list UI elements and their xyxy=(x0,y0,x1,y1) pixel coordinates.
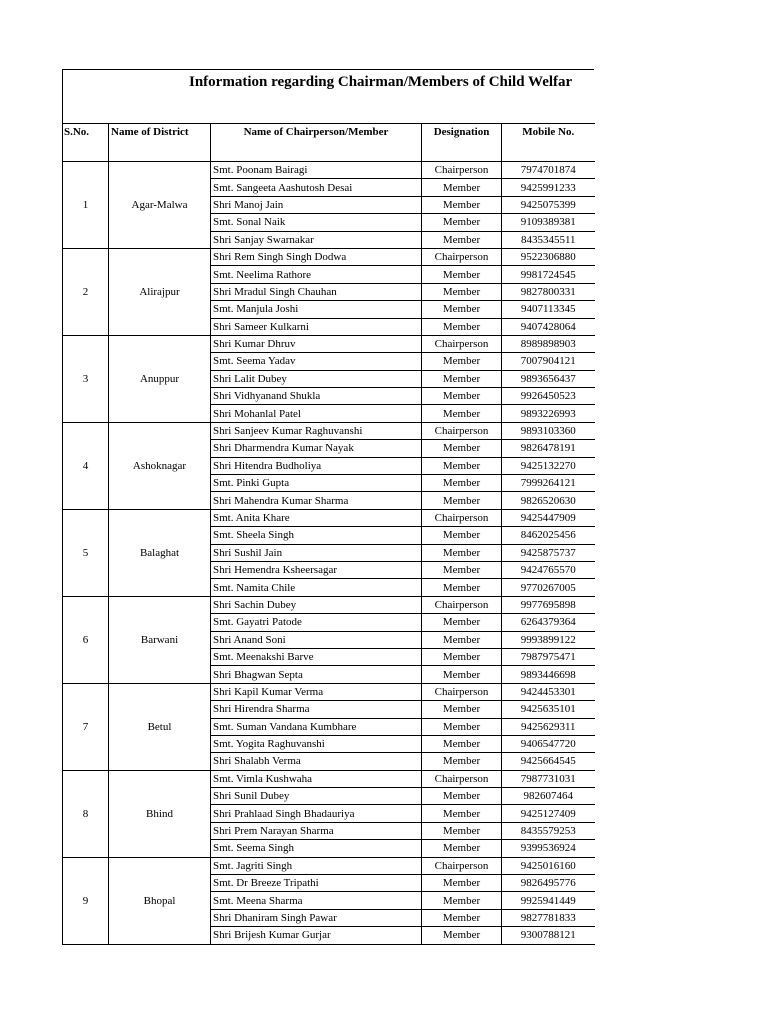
cell-sno: 1 xyxy=(63,162,109,249)
cell-designation: Member xyxy=(422,405,502,422)
cell-member-name: Shri Prahlaad Singh Bhadauriya xyxy=(211,805,422,822)
cell-mobile: 6264379364 xyxy=(502,614,595,631)
cell-member-name: Shri Hitendra Budholiya xyxy=(211,457,422,474)
cell-mobile: 9425016160 xyxy=(502,857,595,874)
cell-designation: Member xyxy=(422,214,502,231)
header-designation: Designation xyxy=(422,124,502,162)
cell-designation: Member xyxy=(422,457,502,474)
cell-district: Barwani xyxy=(109,596,211,683)
cell-mobile: 9925941449 xyxy=(502,892,595,909)
cell-member-name: Shri Dhaniram Singh Pawar xyxy=(211,909,422,926)
cell-member-name: Shri Dharmendra Kumar Nayak xyxy=(211,440,422,457)
table-row xyxy=(63,770,595,787)
cell-designation: Chairperson xyxy=(422,162,502,179)
cell-mobile: 8462025456 xyxy=(502,527,595,544)
cell-mobile: 9424765570 xyxy=(502,561,595,578)
cell-designation: Member xyxy=(422,196,502,213)
cell-district: Balaghat xyxy=(109,509,211,596)
cell-designation: Chairperson xyxy=(422,857,502,874)
cell-member-name: Smt. Jagriti Singh xyxy=(211,857,422,874)
cell-designation: Member xyxy=(422,370,502,387)
cell-member-name: Shri Mohanlal Patel xyxy=(211,405,422,422)
cell-district: Bhind xyxy=(109,770,211,857)
cell-designation: Member xyxy=(422,631,502,648)
cell-member-name: Shri Sachin Dubey xyxy=(211,596,422,613)
cell-designation: Member xyxy=(422,266,502,283)
cell-designation: Chairperson xyxy=(422,770,502,787)
cell-member-name: Smt. Seema Singh xyxy=(211,840,422,857)
cell-member-name: Shri Vidhyanand Shukla xyxy=(211,388,422,405)
header-name: Name of Chairperson/Member xyxy=(211,124,422,162)
cell-member-name: Smt. Seema Yadav xyxy=(211,353,422,370)
cell-designation: Member xyxy=(422,544,502,561)
cell-mobile: 9977695898 xyxy=(502,596,595,613)
table-body xyxy=(63,162,595,945)
cell-mobile: 8435579253 xyxy=(502,822,595,839)
cell-mobile: 8435345511 xyxy=(502,231,595,248)
cell-sno: 9 xyxy=(63,857,109,944)
cell-designation: Member xyxy=(422,701,502,718)
cell-mobile: 9425875737 xyxy=(502,544,595,561)
cell-member-name: Shri Sushil Jain xyxy=(211,544,422,561)
cell-member-name: Shri Brijesh Kumar Gurjar xyxy=(211,927,422,944)
cell-member-name: Shri Manoj Jain xyxy=(211,196,422,213)
cell-designation: Member xyxy=(422,805,502,822)
cell-district: Bhopal xyxy=(109,857,211,944)
cell-mobile: 9425447909 xyxy=(502,509,595,526)
cell-designation: Member xyxy=(422,475,502,492)
cell-member-name: Shri Lalit Dubey xyxy=(211,370,422,387)
cell-mobile: 9407113345 xyxy=(502,301,595,318)
cell-mobile: 7987975471 xyxy=(502,648,595,665)
cell-designation: Member xyxy=(422,909,502,926)
cell-mobile: 9826478191 xyxy=(502,440,595,457)
cell-designation: Member xyxy=(422,648,502,665)
cell-designation: Member xyxy=(422,353,502,370)
header-mobile: Mobile No. xyxy=(502,124,595,162)
cell-sno: 2 xyxy=(63,248,109,335)
cell-member-name: Smt. Yogita Raghuvanshi xyxy=(211,735,422,752)
cell-mobile: 9770267005 xyxy=(502,579,595,596)
cell-member-name: Shri Bhagwan Septa xyxy=(211,666,422,683)
cell-member-name: Shri Mahendra Kumar Sharma xyxy=(211,492,422,509)
table-row xyxy=(63,422,595,439)
cell-district: Anuppur xyxy=(109,335,211,422)
cell-member-name: Shri Sameer Kulkarni xyxy=(211,318,422,335)
cell-designation: Member xyxy=(422,735,502,752)
cell-designation: Member xyxy=(422,666,502,683)
cell-designation: Member xyxy=(422,579,502,596)
cell-member-name: Shri Hemendra Ksheersagar xyxy=(211,561,422,578)
cell-sno: 3 xyxy=(63,335,109,422)
title-row xyxy=(62,69,594,123)
cell-sno: 5 xyxy=(63,509,109,596)
cell-mobile: 9425132270 xyxy=(502,457,595,474)
table-row xyxy=(63,509,595,526)
cell-sno: 4 xyxy=(63,422,109,509)
cell-sno: 8 xyxy=(63,770,109,857)
cell-member-name: Smt. Sheela Singh xyxy=(211,527,422,544)
cell-mobile: 7974701874 xyxy=(502,162,595,179)
cell-designation: Chairperson xyxy=(422,683,502,700)
table-row xyxy=(63,335,595,352)
cell-mobile: 9893446698 xyxy=(502,666,595,683)
cell-designation: Member xyxy=(422,875,502,892)
cell-member-name: Shri Sanjeev Kumar Raghuvanshi xyxy=(211,422,422,439)
cell-designation: Member xyxy=(422,179,502,196)
cell-member-name: Shri Anand Soni xyxy=(211,631,422,648)
cell-member-name: Smt. Meenakshi Barve xyxy=(211,648,422,665)
cell-designation: Member xyxy=(422,718,502,735)
cell-mobile: 9300788121 xyxy=(502,927,595,944)
cell-mobile: 9993899122 xyxy=(502,631,595,648)
cell-member-name: Shri Sunil Dubey xyxy=(211,788,422,805)
cell-designation: Member xyxy=(422,440,502,457)
cell-designation: Member xyxy=(422,927,502,944)
cell-mobile: 9893103360 xyxy=(502,422,595,439)
cell-member-name: Smt. Poonam Bairagi xyxy=(211,162,422,179)
header-district: Name of District xyxy=(109,124,211,162)
cell-member-name: Shri Sanjay Swarnakar xyxy=(211,231,422,248)
cell-mobile: 7999264121 xyxy=(502,475,595,492)
cell-designation: Chairperson xyxy=(422,335,502,352)
cell-member-name: Smt. Neelima Rathore xyxy=(211,266,422,283)
cell-mobile: 9522306880 xyxy=(502,248,595,265)
cell-designation: Member xyxy=(422,492,502,509)
header-sno: S.No. xyxy=(63,124,109,162)
cell-mobile: 9425664545 xyxy=(502,753,595,770)
cell-member-name: Shri Rem Singh Singh Dodwa xyxy=(211,248,422,265)
cell-district: Agar-Malwa xyxy=(109,162,211,249)
table-row xyxy=(63,162,595,179)
cell-designation: Chairperson xyxy=(422,422,502,439)
cell-member-name: Smt. Anita Khare xyxy=(211,509,422,526)
cell-mobile: 9926450523 xyxy=(502,388,595,405)
cell-designation: Member xyxy=(422,840,502,857)
cell-designation: Member xyxy=(422,822,502,839)
cell-mobile: 8989898903 xyxy=(502,335,595,352)
cell-mobile: 9407428064 xyxy=(502,318,595,335)
cell-designation: Chairperson xyxy=(422,248,502,265)
cell-mobile: 9425127409 xyxy=(502,805,595,822)
cell-member-name: Smt. Dr Breeze Tripathi xyxy=(211,875,422,892)
cell-designation: Member xyxy=(422,283,502,300)
cell-mobile: 9826495776 xyxy=(502,875,595,892)
cell-member-name: Shri Hirendra Sharma xyxy=(211,701,422,718)
cell-mobile: 9425635101 xyxy=(502,701,595,718)
cell-sno: 6 xyxy=(63,596,109,683)
cell-designation: Chairperson xyxy=(422,596,502,613)
table-row xyxy=(63,248,595,265)
cell-designation: Member xyxy=(422,301,502,318)
cell-mobile: 9827800331 xyxy=(502,283,595,300)
cell-mobile: 9406547720 xyxy=(502,735,595,752)
cell-mobile: 7007904121 xyxy=(502,353,595,370)
cell-designation: Chairperson xyxy=(422,509,502,526)
cell-designation: Member xyxy=(422,388,502,405)
cell-designation: Member xyxy=(422,318,502,335)
members-table xyxy=(62,123,595,945)
cell-member-name: Smt. Suman Vandana Kumbhare xyxy=(211,718,422,735)
cell-member-name: Shri Mradul Singh Chauhan xyxy=(211,283,422,300)
cell-member-name: Smt. Vimla Kushwaha xyxy=(211,770,422,787)
cell-designation: Member xyxy=(422,231,502,248)
table-row xyxy=(63,596,595,613)
cell-mobile: 9425075399 xyxy=(502,196,595,213)
cell-designation: Member xyxy=(422,561,502,578)
cell-mobile: 9893226993 xyxy=(502,405,595,422)
cell-designation: Member xyxy=(422,892,502,909)
cell-designation: Member xyxy=(422,614,502,631)
cell-mobile: 9424453301 xyxy=(502,683,595,700)
cell-member-name: Shri Shalabh Verma xyxy=(211,753,422,770)
cell-mobile: 9109389381 xyxy=(502,214,595,231)
table-row xyxy=(63,683,595,700)
cell-sno: 7 xyxy=(63,683,109,770)
cell-mobile: 982607464 xyxy=(502,788,595,805)
cell-member-name: Smt. Meena Sharma xyxy=(211,892,422,909)
cell-district: Alirajpur xyxy=(109,248,211,335)
cell-mobile: 7987731031 xyxy=(502,770,595,787)
cell-designation: Member xyxy=(422,527,502,544)
cell-district: Ashoknagar xyxy=(109,422,211,509)
cell-mobile: 9981724545 xyxy=(502,266,595,283)
cell-district: Betul xyxy=(109,683,211,770)
cell-member-name: Smt. Manjula Joshi xyxy=(211,301,422,318)
cell-designation: Member xyxy=(422,753,502,770)
cell-mobile: 9827781833 xyxy=(502,909,595,926)
cell-member-name: Shri Kumar Dhruv xyxy=(211,335,422,352)
header-row xyxy=(63,124,595,162)
cell-mobile: 9893656437 xyxy=(502,370,595,387)
cell-mobile: 9425629311 xyxy=(502,718,595,735)
spreadsheet xyxy=(62,69,594,945)
cell-member-name: Shri Kapil Kumar Verma xyxy=(211,683,422,700)
cell-mobile: 9826520630 xyxy=(502,492,595,509)
cell-designation: Member xyxy=(422,788,502,805)
cell-mobile: 9399536924 xyxy=(502,840,595,857)
table-row xyxy=(63,857,595,874)
page-title: Information regarding Chairman/Members of Child Welfar xyxy=(189,74,573,90)
cell-member-name: Smt. Pinki Gupta xyxy=(211,475,422,492)
cell-member-name: Shri Prem Narayan Sharma xyxy=(211,822,422,839)
cell-member-name: Smt. Sonal Naik xyxy=(211,214,422,231)
cell-member-name: Smt. Sangeeta Aashutosh Desai xyxy=(211,179,422,196)
cell-member-name: Smt. Gayatri Patode xyxy=(211,614,422,631)
cell-member-name: Smt. Namita Chile xyxy=(211,579,422,596)
cell-mobile: 9425991233 xyxy=(502,179,595,196)
